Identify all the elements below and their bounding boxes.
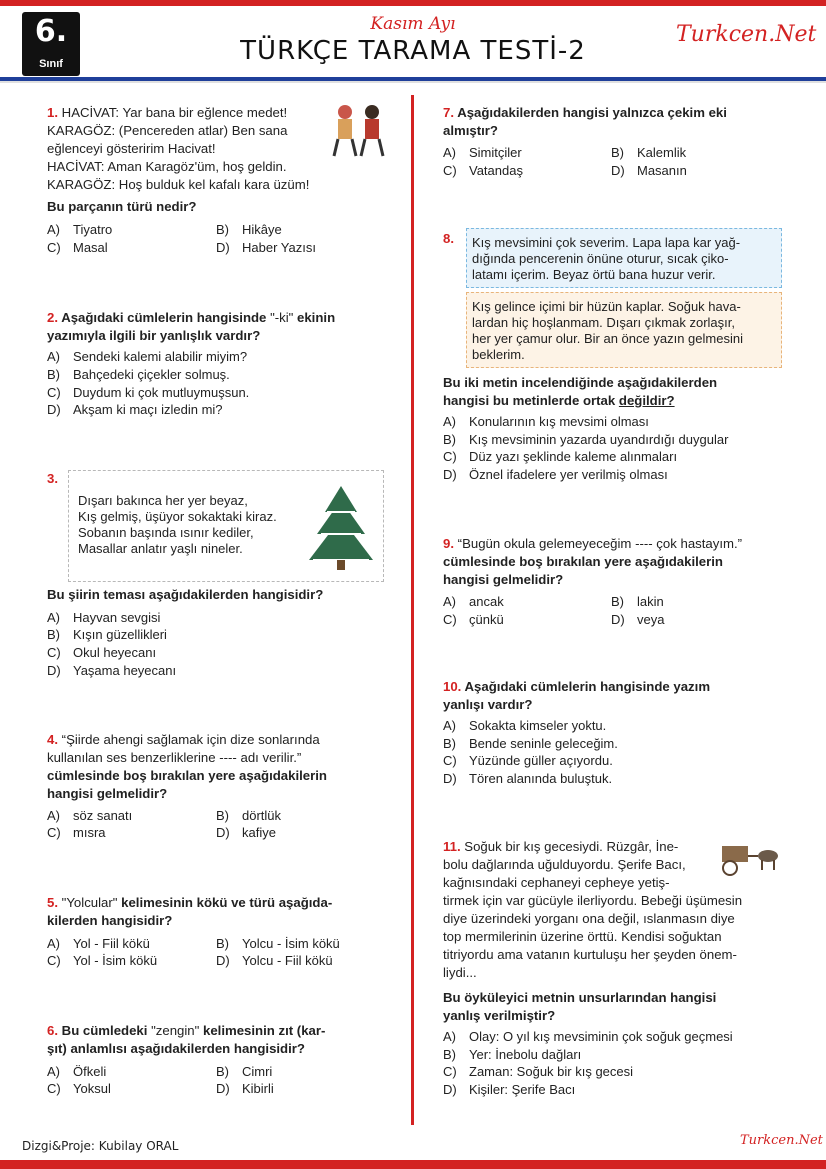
question-5: 5. "Yolcular" kelimesinin kökü ve türü aşağıda- kilerden hangisidir? [47,895,333,928]
karagoz-hacivat-illustration [330,100,386,160]
question-8-number: 8. [443,231,454,246]
header-rule-light [0,81,826,83]
dialog-line: HACİVAT: Aman Karagöz'üm, hoş geldin. [47,159,287,174]
option-a[interactable]: A) Öfkeli [47,1064,107,1079]
question-2: 2. Aşağıdaki cümlelerin hangisinde "-ki" ekinin yazımıyla ilgili bir yanlışlık vardır? [47,310,336,343]
question-4: 4. “Şiirde ahengi sağlamak için dize sonlarında kullanılan ses benzerliklerine ---- adı verilir.” cümlesinde boş bırakılan yere aşağıdakilerin hangisi gelmelidir? [47,732,327,801]
ox-cart-illustration [720,838,780,878]
question-9: 9. “Bugün okula gelemeyeceğim ---- çok hastayım.” cümlesinde boş bırakılan yere aşağıdakilerin hangisi gelmelidir? [443,536,743,587]
page-title: TÜRKÇE TARAMA TESTİ-2 [240,36,586,66]
option-c[interactable]: C) Duydum ki çok mutluymuşsun. [47,385,250,400]
poem-text: Dışarı bakınca her yer beyaz, Kış gelmiş, üşüyor sokaktaki kiraz. Sobanın başında ısınır kediler, Masallar anlatır yaşlı nineler. [78,493,277,556]
option-a[interactable]: A) ancak [443,594,504,609]
option-d[interactable]: D) kafiye [216,825,276,840]
option-c[interactable]: C) Okul heyecanı [47,645,157,660]
dialog-line: eğlenceyi gösteririm Hacivat! [47,141,216,156]
option-b[interactable]: B) Kalemlik [611,145,687,160]
question-10: 10. Aşağıdaki cümlelerin hangisinde yazım yanlışı vardır? [443,679,711,712]
dialog-line: KARAGÖZ: (Pencereden atlar) Ben sana [47,123,288,138]
option-a[interactable]: A) Hayvan sevgisi [47,610,161,625]
option-d[interactable]: D) Kibirli [216,1081,274,1096]
option-d[interactable]: D) Kişiler: Şerife Bacı [443,1082,576,1097]
option-c[interactable]: C) Masal [47,240,108,255]
footer-credit: Dizgi&Proje: Kubilay ORAL [22,1139,179,1153]
question-7: 7. Aşağıdakilerden hangisi yalnızca çekim eki almıştır? [443,105,727,138]
option-a[interactable]: A) Sendeki kalemi alabilir miyim? [47,349,248,364]
option-c[interactable]: C) Yüzünde güller açıyordu. [443,753,613,768]
column-divider [411,95,414,1125]
grade-number: 6. [34,14,68,49]
option-c[interactable]: C) çünkü [443,612,504,627]
month-label: Kasım Ayı [370,14,456,34]
option-d[interactable]: D) Yaşama heyecanı [47,663,177,678]
option-b[interactable]: B) Cimri [216,1064,273,1079]
question-1 [47,104,317,194]
question-11-prompt: Bu öyküleyici metnin unsurlarından hangisi yanlış verilmiştir? [443,990,717,1023]
dialog-line: KARAGÖZ: Hoş bulduk kel kafalı kara üzüm! [47,177,310,192]
option-a[interactable]: A) Sokakta kimseler yoktu. [443,718,607,733]
option-a[interactable]: A) söz sanatı [47,808,133,823]
option-d[interactable]: D) veya [611,612,665,627]
option-b[interactable]: B) Yer: İnebolu dağları [443,1047,582,1062]
footer-bar [0,1160,826,1169]
option-b[interactable]: B) Kışın güzellikleri [47,627,167,642]
option-b[interactable]: B) lakin [611,594,664,609]
option-a[interactable]: A) Yol - Fiil kökü [47,936,150,951]
option-d[interactable]: D) Haber Yazısı [216,240,316,255]
dialog-line: HACİVAT: Yar bana bir eğlence medet! [61,105,288,120]
question-3-number: 3. [47,471,58,486]
option-b[interactable]: B) Yolcu - İsim kökü [216,936,340,951]
option-b[interactable]: B) dörtlük [216,808,282,823]
option-a[interactable]: A) Tiyatro [47,222,113,237]
question-3-prompt: Bu şiirin teması aşağıdakilerden hangisidir? [47,587,324,602]
question-11: 11. Soğuk bir kış gecesiydi. Rüzgâr, İne- bolu dağlarında uğulduyordu. Şerife Bacı, kağnısındaki cephaneyi cepheye yetiş- tirmek için var gücüyle ilerliyordu. Bebeği üşümesin diye üzerindeki yorganı ona değil, ıslanmasın diye top mermilerinin üzerine örttü. Kendisi soğuktan titriyordu ama vatanın kurtuluşu her şeyden önem- liydi... [443,839,743,980]
option-c[interactable]: C) Düz yazı şeklinde kaleme alınmaları [443,449,678,464]
option-d[interactable]: D) Tören alanında buluştuk. [443,771,613,786]
question-6: 6. Bu cümledeki "zengin" kelimesinin zıt (kar- şıt) anlamlısı aşağıdakilerden hangisidir? [47,1023,326,1056]
option-b[interactable]: B) Bahçedeki çiçekler solmuş. [47,367,230,382]
option-c[interactable]: C) mısra [47,825,106,840]
option-b[interactable]: B) Hikâye [216,222,282,237]
text-2: Kış gelince içimi bir hüzün kaplar. Soğuk hava- lardan hiç hoşlanmam. Dışarı çıkmak zorlaşır, her yer çamur olur. Bir an önce yazın gelmesini beklerim. [472,299,743,362]
option-d[interactable]: D) Akşam ki maçı izledin mi? [47,402,223,417]
option-c[interactable]: C) Yol - İsim kökü [47,953,158,968]
footer-logo: Turkcen.Net [740,1133,823,1148]
text-1: Kış mevsimini çok severim. Lapa lapa kar yağ- dığında pencerenin önüne oturur, sıcak çiko- latamı içerim. Beyaz örtü bana huzur verir. [472,235,741,282]
option-d[interactable]: D) Yolcu - Fiil kökü [216,953,333,968]
option-c[interactable]: C) Vatandaş [443,163,523,178]
option-a[interactable]: A) Simitçiler [443,145,522,160]
option-b[interactable]: B) Kış mevsiminin yazarda uyandırdığı duygular [443,432,729,447]
top-bar [0,0,826,6]
option-a[interactable]: A) Olay: O yıl kış mevsiminin çok soğuk geçmesi [443,1029,733,1044]
option-d[interactable]: D) Masanın [611,163,687,178]
option-c[interactable]: C) Yoksul [47,1081,111,1096]
question-8-prompt: Bu iki metin incelendiğinde aşağıdakilerden hangisi bu metinlerde ortak değildir? [443,375,718,408]
pine-tree-illustration [305,482,377,574]
option-a[interactable]: A) Konularının kış mevsimi olması [443,414,649,429]
question-1-prompt: Bu parçanın türü nedir? [47,199,197,214]
option-b[interactable]: B) Bende seninle geleceğim. [443,736,618,751]
site-logo: Turkcen.Net [676,22,817,47]
option-d[interactable]: D) Öznel ifadelere yer verilmiş olması [443,467,668,482]
grade-label: Sınıf [39,58,63,70]
option-c[interactable]: C) Zaman: Soğuk bir kış gecesi [443,1064,634,1079]
question-number: 1. [47,105,58,120]
